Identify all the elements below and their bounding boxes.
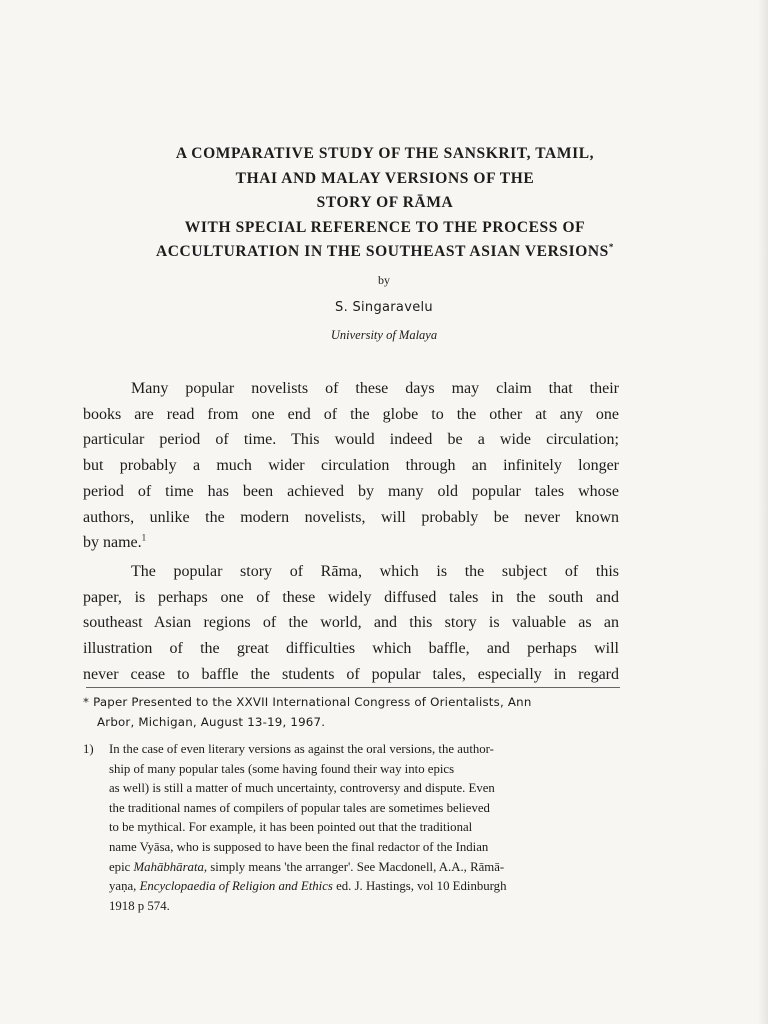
footnote-mark: * <box>83 695 90 709</box>
footnote-mark: 1) <box>83 742 94 756</box>
text-line: but probably a much wider circulation through an infinitely longer <box>83 457 619 475</box>
footnote-divider <box>86 687 620 688</box>
text-line: authors, unlike the modern novelists, will probably be never known <box>83 508 619 526</box>
title-line: STORY OF RĀMA <box>316 194 454 211</box>
footnote-star <box>83 693 623 732</box>
footnote-text: epic <box>109 859 134 874</box>
title-line: THAI AND MALAY VERSIONS OF THE <box>235 169 535 187</box>
author-name: S. Singaravelu <box>335 300 433 315</box>
scan-edge <box>758 0 768 1024</box>
title-line: A COMPARATIVE STUDY OF THE SANSKRIT, TAMIL, <box>175 145 595 162</box>
footnote-line <box>83 858 623 878</box>
text-line: particular period of time. This would indeed be a wide circulation; <box>83 431 619 449</box>
text-line: never cease to baffle the students of popular tales, especially in regard <box>83 665 619 683</box>
text-line-content: by name. <box>83 534 142 552</box>
footnote-line: to be mythical. For example, it has been pointed out that the traditional <box>109 820 473 835</box>
title-line-text: ACCULTURATION IN THE SOUTHEAST ASIAN VERSIONS <box>155 243 609 260</box>
text-line: southeast Asian regions of the world, and this story is valuable as an <box>83 614 619 632</box>
footnote-line: 1918 p 574. <box>109 898 170 913</box>
author-affiliation: University of Malaya <box>330 328 438 342</box>
footnote-text: Paper Presented to the XXVII International Congress of Orientalists, Ann <box>93 695 532 709</box>
footnote-line: ship of many popular tales (some having found their way into epics <box>109 761 455 776</box>
text-line: illustration of the great difficulties which baffle, and perhaps will <box>83 640 619 658</box>
footnote-text: In the case of even literary versions as against the oral versions, the author- <box>109 742 494 756</box>
text-line <box>83 530 619 556</box>
text-line: The popular story of Rāma, which is the subject of this <box>131 563 619 580</box>
byline-by: by <box>378 273 390 287</box>
footnote-line: Arbor, Michigan, August 13-19, 1967. <box>97 714 326 729</box>
footnote-text: ed. J. Hastings, vol 10 Edinburgh <box>332 879 507 894</box>
footnote-line: the traditional names of compilers of popular tales are sometimes believed <box>109 800 490 815</box>
text-line: Many popular novelists of these days may claim that their <box>131 380 619 397</box>
footnote-ref-1: 1 <box>141 532 147 543</box>
footnote-1 <box>83 740 623 916</box>
footnote-text: , simply means 'the arranger'. See Macdonell, A.A., Rāmā- <box>203 859 505 874</box>
text-line: period of time has been achieved by many old popular tales whose <box>83 482 619 500</box>
text-line: books are read from one end of the globe to the other at any one <box>83 405 619 423</box>
title-footnote-mark: * <box>608 241 615 252</box>
paragraph-1 <box>83 376 619 556</box>
title-line <box>60 240 710 265</box>
footnote-line <box>83 877 623 897</box>
title-line: WITH SPECIAL REFERENCE TO THE PROCESS OF <box>184 218 586 236</box>
footnote-line: as well) is still a matter of much uncertainty, controversy and dispute. Even <box>109 781 495 796</box>
footnote-text: yaṇa, <box>109 879 140 894</box>
footnote-italic-title: Encyclopaedia of Religion and Ethics <box>139 879 333 894</box>
footnote-italic-title: Mahābhārata <box>133 859 204 874</box>
footnote-line <box>83 740 623 760</box>
footnote-line <box>83 693 623 713</box>
paragraph-2 <box>83 559 619 688</box>
footnote-line: name Vyāsa, who is supposed to have been the final redactor of the Indian <box>109 839 489 854</box>
paper-title <box>60 142 710 265</box>
text-line: paper, is perhaps one of these widely diffused tales in the south and <box>83 588 619 606</box>
